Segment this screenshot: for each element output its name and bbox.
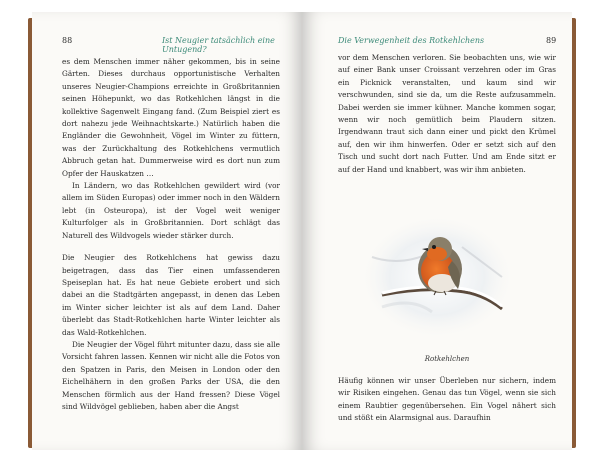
paragraph: es dem Menschen immer näher gekommen, bis in seine Gärten. Dieses durchaus opportunistische Verhalten unseres Neugier-Champions erreichte in Großbritannien seinen Höhepunkt, wo das Rotkehlchen längst in die kollektive Sagenwelt Eingang fand. (Zum Beispiel ziert es dort nahezu jede Weihnachtskarte.) Natürlich haben die Engländer die Gewohnheit, Vögel im Winter zu füttern, was der Zurückhaltung des Rotkehlchens vermutlich Abbruch getan hat. Dummerweise wird es dort nun zum Opfer der Hauskatzen … [62,57,280,178]
running-header-right: Die Verwegenheit des Rotkehlchens [338,36,485,45]
right-body-text-bottom [338,375,556,425]
paragraph: Die Neugier des Rotkehlchens hat gewiss dazu beigetragen, dass das Tier einen umfassenderen Speiseplan hat. Es hat neue Gebiete erobert und sich dabei an die Stadtgärten angepasst, in denen das Leben im Winter sicher leichter ist als auf dem Land. Daher überlebt das Stadt-Rotkehlchen harte Winter leichter als das Wald-Rotkehlchen. [62,253,280,337]
left-page [32,12,302,450]
running-header-left: Ist Neugier tatsächlich eine Untugend? [162,36,275,54]
page-number-right: 89 [546,36,557,45]
paragraph: Häufig können wir unser Überleben nur sichern, indem wir Risiken eingehen. Genau das tun Vögel, wenn sie sich einem Raubtier gegenübersehen. Ein Vogel nähert sich und stößt ein Alarmsignal aus. Daraufhin [338,376,556,423]
figure-caption: Rotkehlchen [424,355,470,363]
paragraph: In Ländern, wo das Rotkehlchen gewildert wird (vor allem im Süden Europas) oder immer noch in den Wäldern lebt (in Osteuropa), ist der Vogel weit weniger Kulturfolger als in Großbritannien. Dort schlägt das Naturell des Wildvogels wieder stärker durch. [62,181,280,240]
right-page [302,12,572,450]
paragraph: Die Neugier der Vögel führt mitunter dazu, dass sie alle Vorsicht fahren lassen. Kennen wir nicht alle die Fotos von den Spatzen in Paris, den Meisen in London oder den Eichelhähern in den großen Parks der USA, die den Menschen förmlich aus der Hand fressen? Diese Vögel sind Wildvögel geblieben, haben aber die Angst [62,339,280,411]
paragraph: vor dem Menschen verloren. Sie beobachten uns, wie wir auf einer Bank unser Croissant verzehren oder im Gras ein Picknick veranstalten, und kaum sind wir verschwunden, sind sie da, um die Reste aufzusammeln. Dabei werden sie immer kühner. Manche kommen sogar, wenn wir noch gemütlich beim Plaudern sitzen. Irgendwann traut sich dann einer und pickt den Krümel auf, den wir ihm hinwerfen. Oder er setzt sich auf den Tisch und sucht dort nach Futter. Und am Ende sitzt er auf der Hand und knabbert, was wir ihm anbieten. [338,53,556,174]
right-body-text-top [338,52,556,176]
open-book [28,12,576,450]
page-number-left: 88 [62,36,73,45]
robin-illustration [362,217,512,337]
left-body-text [62,56,280,413]
